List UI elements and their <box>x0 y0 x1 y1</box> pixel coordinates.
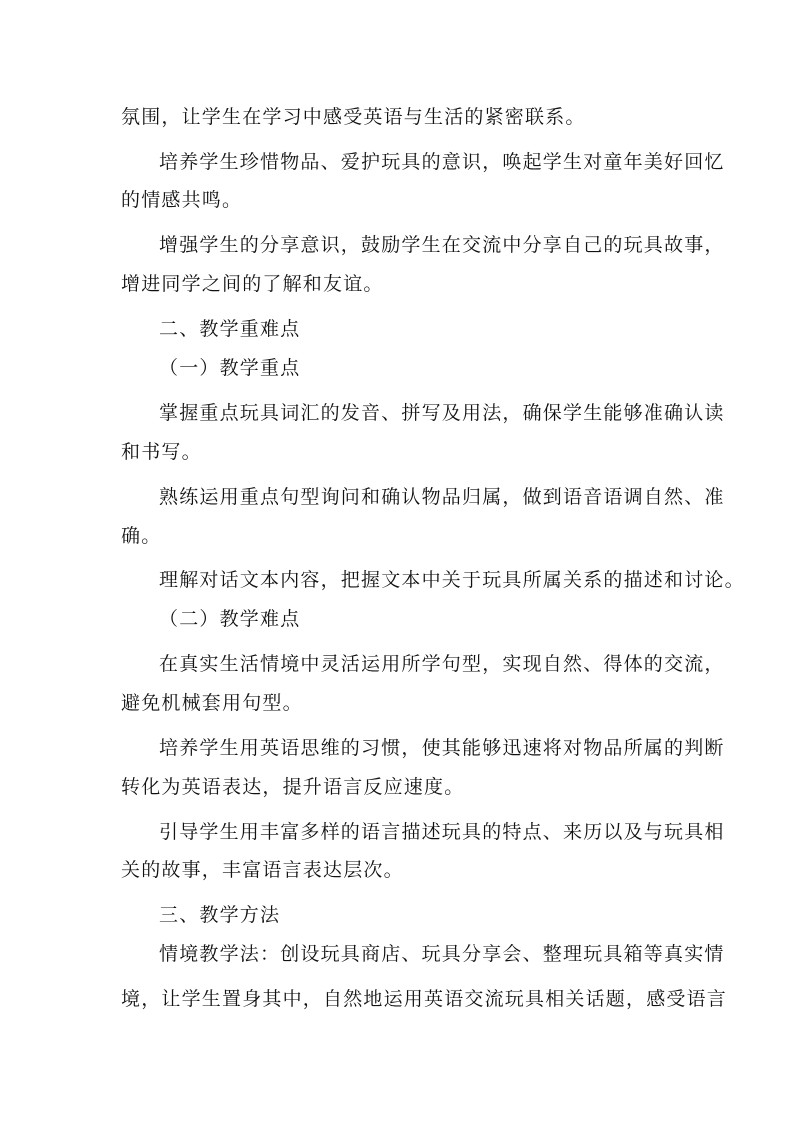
text-line: 避免机械套用句型。 <box>121 692 303 714</box>
subsection-heading: （一）教学重点 <box>159 357 301 379</box>
section-heading: 三、教学方法 <box>159 904 281 926</box>
text-line: 关的故事，丰富语言表达层次。 <box>121 859 404 881</box>
paragraph-line: 情境教学法：创设玩具商店、玩具分享会、整理玩具箱等真实情 <box>159 943 725 965</box>
text-line: 确。 <box>121 525 162 547</box>
subsection-heading: （二）教学难点 <box>159 608 301 630</box>
section-heading: 二、教学重难点 <box>159 318 301 340</box>
paragraph-line: 培养学生珍惜物品、爱护玩具的意识，唤起学生对童年美好回忆 <box>159 151 725 173</box>
text-line: 转化为英语表达，提升语言反应速度。 <box>121 776 465 798</box>
paragraph-line: 掌握重点玩具词汇的发音、拼写及用法，确保学生能够准确认读 <box>159 402 725 424</box>
paragraph-line: 增强学生的分享意识，鼓励学生在交流中分享自己的玩具故事， <box>159 234 725 256</box>
text-line: 氛围，让学生在学习中感受英语与生活的紧密联系。 <box>121 106 586 128</box>
paragraph-line: 熟练运用重点句型询问和确认物品归属，做到语音语调自然、准 <box>159 486 725 508</box>
text-line: 和书写。 <box>121 441 202 463</box>
paragraph-line: 培养学生用英语思维的习惯，使其能够迅速将对物品所属的判断 <box>159 737 725 759</box>
text-line: 增进同学之间的了解和友谊。 <box>121 273 384 295</box>
text-line: 境，让学生置身其中，自然地运用英语交流玩具相关话题，感受语言 <box>121 988 728 1010</box>
text-line: 的情感共鸣。 <box>121 189 243 211</box>
paragraph-line: 引导学生用丰富多样的语言描述玩具的特点、来历以及与玩具相 <box>159 821 725 843</box>
paragraph-line: 在真实生活情境中灵活运用所学句型，实现自然、得体的交流， <box>159 653 725 675</box>
paragraph-line: 理解对话文本内容，把握文本中关于玩具所属关系的描述和讨论。 <box>159 569 745 591</box>
